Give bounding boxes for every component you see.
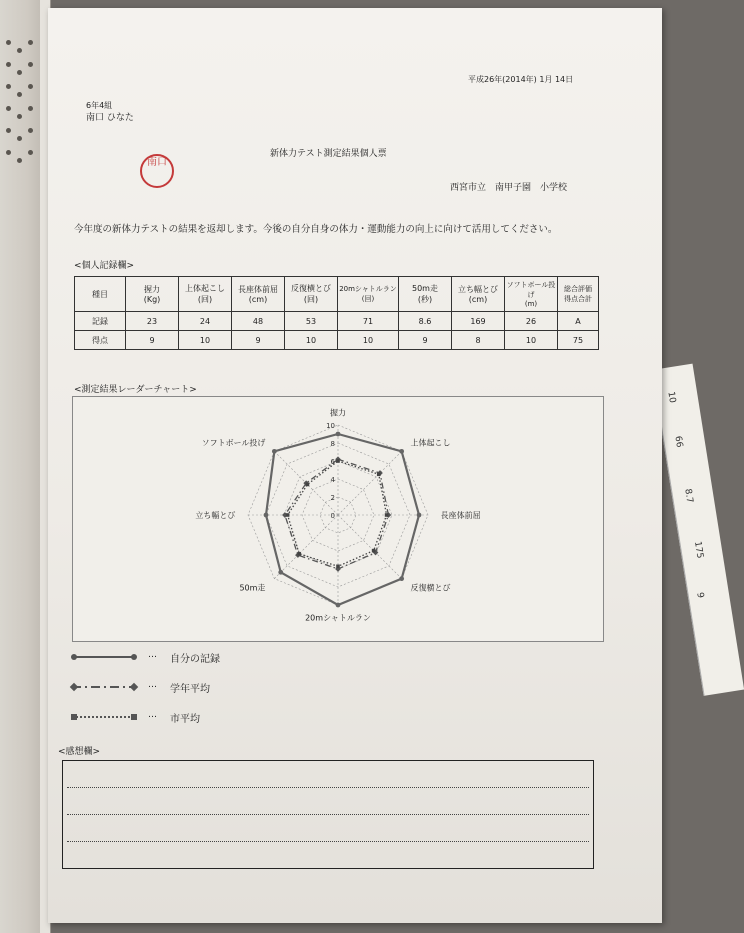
data-point	[385, 513, 389, 517]
event-unit: (回)	[361, 295, 375, 303]
score-cell: 9	[126, 331, 179, 350]
binder-hole	[6, 84, 11, 89]
axis-category-label: 握力	[330, 408, 346, 418]
binder-hole	[17, 136, 22, 141]
data-point	[336, 432, 341, 437]
record-cell: 23	[126, 312, 179, 331]
dotted-line-swatch	[70, 708, 140, 726]
binder-hole	[28, 40, 33, 45]
legend-label: 自分の記録	[170, 654, 220, 665]
dashdot-line-swatch	[70, 678, 140, 696]
binder-hole	[28, 128, 33, 133]
event-unit: (m)	[524, 300, 538, 308]
tape-mark: 8.7	[682, 488, 695, 504]
binder-hole	[28, 150, 33, 155]
data-point	[336, 565, 340, 569]
event-unit: (Kg)	[143, 295, 161, 304]
name-seal	[140, 154, 174, 188]
tick-label: 8	[330, 440, 335, 448]
record-cell: 48	[232, 312, 285, 331]
column-header	[452, 277, 505, 312]
total-name: 得点合計	[564, 295, 592, 303]
data-point	[297, 552, 301, 556]
tick-label: 2	[330, 494, 335, 502]
axis-category-label: 立ち幅とび	[195, 511, 236, 520]
record-cell: 26	[505, 312, 558, 331]
event-name: 50m走	[412, 284, 438, 293]
issue-date: 平成26年(2014年) 1月 14日	[468, 75, 574, 84]
legend-item-self	[70, 648, 330, 666]
event-name: ソフトボール投げ	[506, 281, 556, 299]
event-unit: (cm)	[248, 295, 268, 304]
column-header	[232, 277, 285, 312]
event-name: 反復横とび	[291, 284, 331, 293]
data-point	[264, 513, 269, 518]
binder-hole	[28, 62, 33, 67]
note-line	[67, 787, 589, 788]
tick-label: 4	[330, 476, 335, 484]
binder-hole	[17, 114, 22, 119]
intro-text: 今年度の新体力テストの結果を返却します。今後の自分自身の体力・運動能力の向上に向けて活用してください。	[74, 224, 558, 235]
solid-line-swatch	[70, 648, 140, 666]
score-cell: 9	[232, 331, 285, 350]
chart-section-label: <測定結果レーダーチャート>	[74, 385, 197, 395]
tick-label: 6	[330, 458, 335, 466]
tape-mark: 9	[694, 591, 706, 599]
score-cell: 8	[452, 331, 505, 350]
axis-category-label: 長座体前屈	[440, 511, 481, 520]
tape-mark: 66	[672, 435, 685, 449]
data-point	[399, 449, 404, 454]
binder-hole	[17, 92, 22, 97]
axis-category-label: ソフトボール投げ	[201, 438, 266, 448]
radar-chart	[73, 397, 603, 641]
column-header	[505, 277, 558, 312]
column-header	[558, 277, 599, 312]
student-name: 南口 ひなた	[86, 113, 134, 123]
record-cell: 24	[179, 312, 232, 331]
event-name: 20mシャトルラン	[339, 285, 397, 293]
record-cell: 169	[452, 312, 505, 331]
binder-hole	[17, 48, 22, 53]
score-cell: 10	[338, 331, 399, 350]
data-point	[286, 513, 290, 517]
score-cell: 9	[399, 331, 452, 350]
legend-item-grade	[70, 678, 330, 696]
record-row	[75, 312, 599, 331]
tick-label: 0	[330, 512, 335, 520]
binder-hole	[6, 40, 11, 45]
event-unit: (秒)	[417, 295, 433, 304]
legend-label: 学年平均	[170, 684, 210, 695]
measuring-tape	[652, 364, 744, 696]
event-unit: (回)	[197, 295, 213, 304]
event-name: 上体起こし	[185, 284, 225, 293]
axis-category-label: 反復横とび	[410, 583, 451, 593]
column-header	[179, 277, 232, 312]
binder-hole	[17, 158, 22, 163]
class-label: 6年4組	[86, 101, 113, 110]
score-cell: 10	[505, 331, 558, 350]
data-point	[272, 449, 277, 454]
score-cell: 75	[558, 331, 599, 350]
axis-category-label: 上体起こし	[410, 438, 451, 448]
data-point	[399, 576, 404, 581]
axis-category-label: 50m走	[239, 583, 266, 593]
legend-prefix: …	[148, 650, 157, 660]
data-point	[377, 472, 381, 476]
table-header-row	[75, 277, 599, 312]
data-point	[372, 549, 376, 553]
record-cell: A	[558, 312, 599, 331]
event-name: 握力	[144, 285, 160, 294]
event-name: 立ち幅とび	[458, 285, 498, 294]
legend-prefix: …	[148, 680, 157, 690]
legend-label: 市平均	[170, 714, 200, 725]
event-name: 長座体前屈	[238, 285, 278, 294]
data-point	[336, 459, 340, 463]
legend-item-city	[70, 708, 330, 726]
row-label-event: 種目	[75, 277, 126, 312]
tape-mark: 175	[692, 540, 705, 560]
binder-hole	[6, 62, 11, 67]
score-row	[75, 331, 599, 350]
total-name: 総合評価	[564, 285, 592, 293]
record-cell: 53	[285, 312, 338, 331]
event-unit: (回)	[303, 295, 319, 304]
record-section-label: <個人記録欄>	[74, 261, 135, 271]
series-line	[288, 461, 387, 566]
binder-hole	[28, 84, 33, 89]
row-label-score: 得点	[75, 331, 126, 350]
impressions-box	[62, 760, 594, 869]
notes-section-label: <感想欄>	[58, 747, 101, 757]
note-line	[67, 841, 589, 842]
column-header	[285, 277, 338, 312]
record-cell: 8.6	[399, 312, 452, 331]
axis-category-label: 20mシャトルラン	[305, 613, 371, 623]
tape-mark: 10	[665, 390, 678, 404]
school-name: 西宮市立 南甲子園 小学校	[450, 183, 568, 193]
binder-hole	[6, 106, 11, 111]
column-header	[399, 277, 452, 312]
note-line	[67, 814, 589, 815]
score-cell: 10	[179, 331, 232, 350]
event-unit: (cm)	[468, 295, 488, 304]
column-header	[338, 277, 399, 312]
legend-prefix: …	[148, 710, 157, 720]
data-point	[278, 570, 283, 575]
radar-chart-frame	[72, 396, 604, 642]
result-sheet	[48, 8, 662, 923]
binder-hole	[6, 150, 11, 155]
binder-hole	[17, 70, 22, 75]
data-point	[336, 603, 341, 608]
binder-hole	[6, 128, 11, 133]
seal-text: 南口	[147, 157, 167, 168]
sheet-title: 新体力テスト測定結果個人票	[270, 149, 387, 159]
series-line	[266, 434, 419, 605]
column-header	[126, 277, 179, 312]
score-cell: 10	[285, 331, 338, 350]
tick-label: 10	[326, 422, 335, 430]
data-point	[417, 513, 422, 518]
record-cell: 71	[338, 312, 399, 331]
data-point	[306, 483, 310, 487]
binder-hole	[28, 106, 33, 111]
row-label-record: 記録	[75, 312, 126, 331]
record-table	[74, 276, 599, 350]
